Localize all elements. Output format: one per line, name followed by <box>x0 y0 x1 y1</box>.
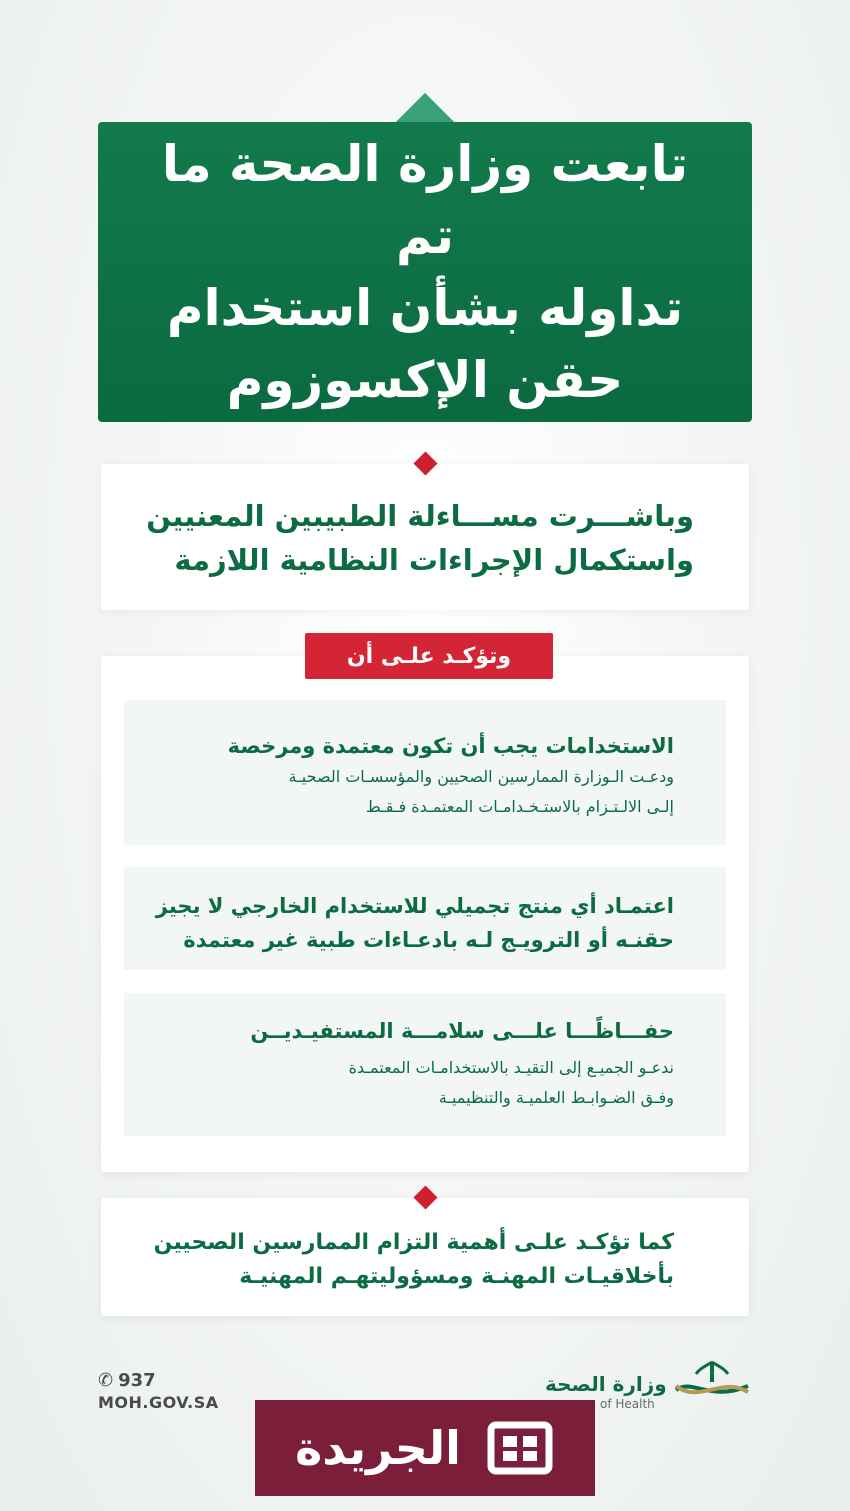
point-box-2 <box>124 867 726 970</box>
closing-card <box>101 1198 749 1316</box>
phone-number: 937 <box>118 1370 156 1391</box>
emphasis-tag: وتؤكـد علـى أن <box>305 633 553 679</box>
phone-icon: ✆ <box>98 1370 114 1391</box>
banner-title: الجريدة <box>295 1421 461 1475</box>
point-box-3 <box>124 993 726 1136</box>
title-box <box>98 122 752 422</box>
footer-website: MOH.GOV.SA <box>98 1393 219 1412</box>
point-1-body: ودعـت الـوزارة الممارسين الصحيين والمؤسسـات الصحيـة إلـى الالـتـزام بالاستـخـدامـات المعتمـدة فـقـط <box>288 767 674 816</box>
ministry-logo-english: of Health <box>600 1397 655 1411</box>
ministry-logo-arabic: وزارة الصحة <box>545 1372 667 1396</box>
point-3-body: ندعـو الجميـع إلى التقيـد بالاستخدامـات المعتمـدة وفـق الضـوابـط العلميـة والتنظيميـة <box>348 1058 674 1107</box>
statement-card <box>101 464 749 610</box>
closing-text: كما تؤكـد علـى أهمية التزام الممارسين الصحيين بأخلاقيـات المهنـة ومسؤوليتهـم المهنيـة <box>153 1230 674 1289</box>
point-1-title: الاستخدامات يجب أن تكون معتمدة ومرخصة <box>227 734 674 758</box>
point-3-title: حفـــاظًـــا علـــى سلامـــة المستفيـديــن <box>250 1019 674 1043</box>
newspaper-icon <box>487 1419 555 1477</box>
footer-phone <box>98 1370 156 1391</box>
statement-text: وباشـــرت مســـاءلة الطبيبين المعنيين واستكمال الإجراءات النظامية اللازمة <box>146 499 694 577</box>
title-text: تابعت وزارة الصحة ما تم تداوله بشأن استخدام حقن الإكسوزوم <box>161 135 689 409</box>
ministry-emblem-icon <box>670 1356 754 1412</box>
newspaper-banner <box>255 1400 595 1496</box>
point-2-title: اعتمـاد أي منتج تجميلي للاستخدام الخارجي لا يجيز حقنـه أو الترويـج لـه بادعـاءات طبية غير معتمدة <box>155 894 674 952</box>
point-box-1 <box>124 700 726 845</box>
